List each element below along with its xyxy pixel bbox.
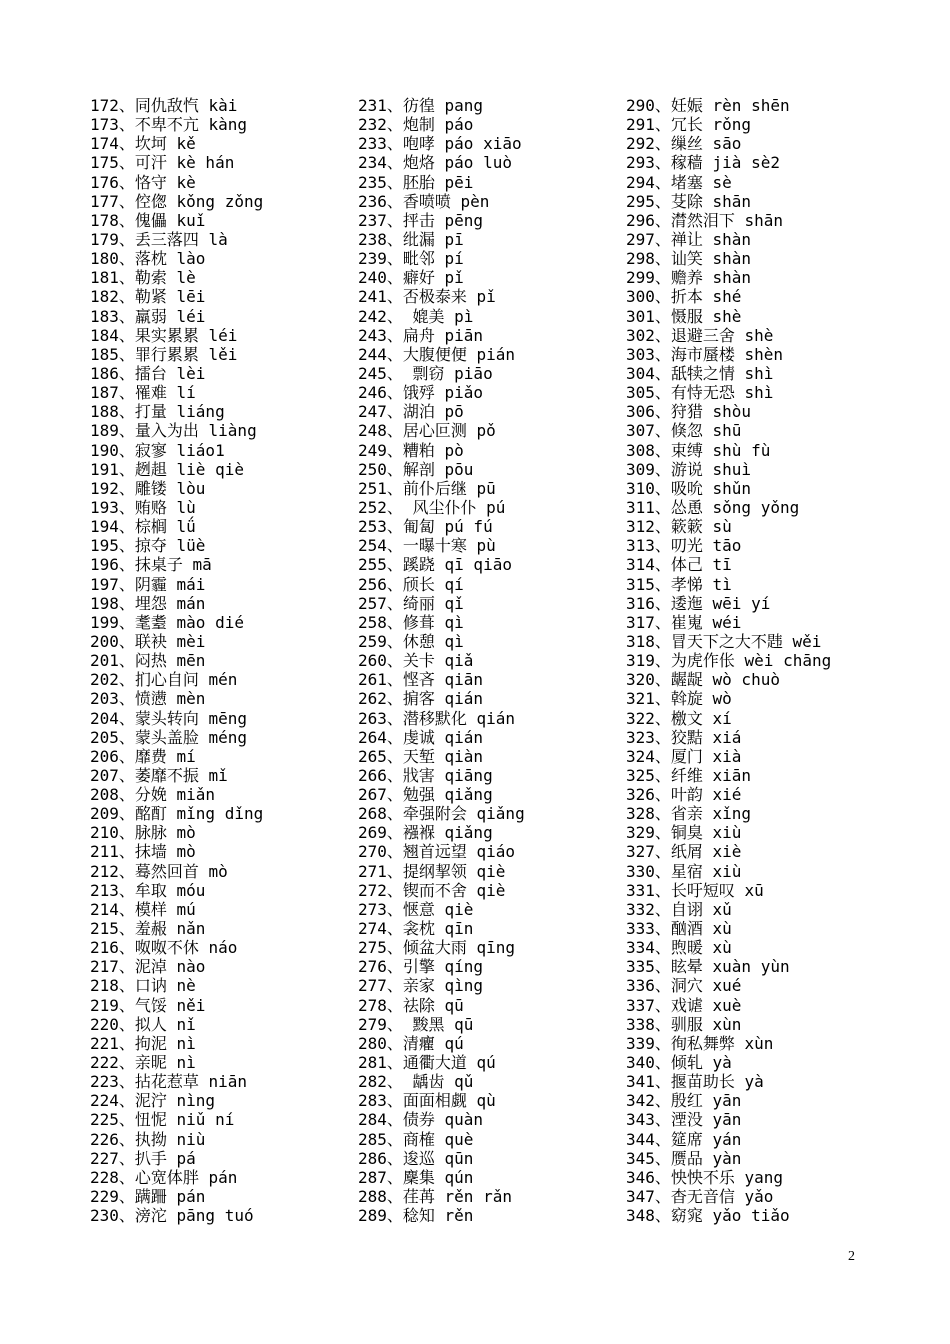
vocab-entry: 265、天堑 qiàn [358, 746, 484, 766]
vocab-entry: 202、扪心自问 mén [90, 670, 238, 690]
vocab-entry: 286、逡巡 qūn [358, 1148, 474, 1168]
vocab-entry: 209、酩酊 mǐng dǐng [90, 804, 264, 824]
vocab-entry: 193、贿赂 lù [90, 497, 196, 517]
vocab-entry: 285、商榷 què [358, 1129, 474, 1149]
vocab-entry: 303、海市蜃楼 shèn [626, 344, 784, 364]
vocab-entry: 258、修葺 qì [358, 612, 464, 632]
vocab-entry: 264、虔诚 qián [358, 727, 484, 747]
vocab-entry: 237、抨击 pēng [358, 210, 484, 230]
vocab-entry: 174、坎坷 kě [90, 134, 196, 154]
vocab-entry: 266、戕害 qiāng [358, 765, 493, 785]
vocab-entry: 270、翘首远望 qiáo [358, 842, 516, 862]
vocab-entry: 272、锲而不舍 qiè [358, 880, 506, 900]
vocab-entry: 299、赡养 shàn [626, 268, 752, 288]
vocab-entry: 210、脉脉 mò [90, 823, 196, 843]
vocab-entry: 261、悭吝 qiān [358, 670, 484, 690]
vocab-entry: 181、勒索 lè [90, 268, 196, 288]
vocab-entry: 246、饿殍 piǎo [358, 383, 484, 403]
vocab-entry: 319、为虎作伥 wèi chāng [626, 651, 832, 671]
vocab-entry: 313、叨光 tāo [626, 536, 742, 556]
vocab-entry: 185、罪行累累 lěi [90, 344, 238, 364]
vocab-entry: 196、抹桌子 mā [90, 555, 212, 575]
vocab-entry: 243、扁舟 piān [358, 325, 484, 345]
vocab-entry: 212、蓦然回首 mò [90, 861, 228, 881]
vocab-entry: 327、纸屑 xiè [626, 842, 742, 862]
vocab-entry: 263、潜移默化 qián [358, 708, 516, 728]
vocab-entry: 252、 风尘仆仆 pú [358, 497, 506, 517]
vocab-entry: 183、羸弱 léi [90, 306, 206, 326]
vocab-entry: 289、稔知 rěn [358, 1206, 474, 1226]
vocab-entry: 346、怏怏不乐 yang [626, 1167, 784, 1187]
vocab-entry: 343、湮没 yān [626, 1110, 742, 1130]
vocab-entry: 173、不卑不亢 kàng [90, 115, 248, 135]
vocab-entry: 241、否极泰来 pǐ [358, 287, 496, 307]
vocab-entry: 311、怂恿 sǒng yǒng [626, 497, 800, 517]
vocab-entry: 233、咆哮 páo xiāo [358, 134, 522, 154]
vocab-entry: 199、耄耋 mào dié [90, 612, 244, 632]
vocab-entry: 290、妊娠 rèn shēn [626, 96, 790, 115]
vocab-entry: 250、解剖 pōu [358, 459, 474, 479]
vocab-entry: 192、雕镂 lòu [90, 478, 206, 498]
vocab-entry: 249、糟粕 pò [358, 440, 464, 460]
vocab-entry: 345、赝品 yàn [626, 1148, 742, 1168]
vocab-entry: 271、提纲挈领 qiè [358, 861, 506, 881]
vocab-entry: 334、煦暖 xù [626, 938, 732, 958]
vocab-entry: 296、潸然泪下 shān [626, 210, 784, 230]
vocab-entry: 257、绮丽 qǐ [358, 593, 464, 613]
vocab-entry: 284、债券 quàn [358, 1110, 484, 1130]
vocab-entry: 251、前仆后继 pū [358, 478, 496, 498]
vocab-entry: 332、自诩 xǔ [626, 899, 732, 919]
vocab-entry: 219、气馁 něi [90, 995, 206, 1015]
vocab-entry: 328、省亲 xǐng [626, 804, 752, 824]
vocab-entry: 172、同仇敌忾 kài [90, 96, 238, 115]
vocab-entry: 222、亲昵 nì [90, 1053, 196, 1073]
vocab-entry: 194、棕榈 lǘ [90, 517, 196, 537]
vocab-entry: 298、讪笑 shàn [626, 249, 752, 269]
vocab-entry: 224、泥泞 nìng [90, 1091, 216, 1111]
vocab-entry: 297、禅让 shàn [626, 229, 752, 249]
vocab-entry: 197、阴霾 mái [90, 574, 206, 594]
vocab-entry: 240、癖好 pǐ [358, 268, 464, 288]
vocab-entry: 178、傀儡 kuǐ [90, 210, 206, 230]
vocab-entry: 215、羞赧 nǎn [90, 919, 206, 939]
vocab-entry: 180、落枕 lào [90, 249, 206, 269]
vocab-entry: 203、愤懑 mèn [90, 689, 206, 709]
vocab-entry: 309、游说 shuì [626, 459, 752, 479]
vocab-entry: 269、襁褓 qiǎng [358, 823, 493, 843]
vocab-entry: 300、折本 shé [626, 287, 742, 307]
vocab-entry: 318、冒天下之大不韪 wěi [626, 631, 822, 651]
vocab-entry: 316、逶迤 wēi yí [626, 593, 771, 613]
vocab-entry: 292、缫丝 sāo [626, 134, 742, 154]
vocab-entry: 324、厦门 xià [626, 746, 742, 766]
vocab-entry: 187、罹难 lí [90, 383, 196, 403]
vocab-entry: 256、颀长 qí [358, 574, 464, 594]
vocab-entry: 247、湖泊 pō [358, 402, 464, 422]
vocab-entry: 177、倥偬 kǒng zǒng [90, 191, 264, 211]
vocab-entry: 282、 龋齿 qǔ [358, 1072, 474, 1092]
vocab-entry: 288、荏苒 rěn rǎn [358, 1187, 512, 1207]
vocab-entry: 234、炮烙 páo luò [358, 153, 512, 173]
vocab-entry: 190、寂寥 liáo1 [90, 440, 225, 460]
vocab-entry: 214、模样 mú [90, 899, 196, 919]
vocab-entry: 260、关卡 qiǎ [358, 651, 474, 671]
vocab-entry: 213、牟取 móu [90, 880, 206, 900]
vocab-entry: 326、叶韵 xié [626, 785, 742, 805]
vocab-entry: 206、靡费 mí [90, 746, 196, 766]
vocab-entry: 262、掮客 qián [358, 689, 484, 709]
vocab-entry: 184、果实累累 léi [90, 325, 238, 345]
vocab-entry: 228、心宽体胖 pán [90, 1167, 238, 1187]
vocab-entry: 268、牵强附会 qiǎng [358, 804, 525, 824]
vocab-entry: 195、掠夺 lüè [90, 536, 206, 556]
vocab-entry: 273、惬意 qiè [358, 899, 474, 919]
vocab-entry: 301、慑服 shè [626, 306, 742, 326]
vocab-entry: 189、量入为出 liàng [90, 421, 257, 441]
vocab-entry: 216、呶呶不休 náo [90, 938, 238, 958]
vocab-entry: 333、酗酒 xù [626, 919, 732, 939]
vocab-entry: 348、窈窕 yǎo tiǎo [626, 1206, 790, 1226]
vocab-entry: 218、口讷 nè [90, 976, 196, 996]
vocab-entry: 302、退避三舍 shè [626, 325, 774, 345]
vocab-entry: 280、清癯 qú [358, 1033, 464, 1053]
vocab-entry: 304、舐犊之情 shì [626, 363, 774, 383]
vocab-entry: 239、毗邻 pí [358, 249, 464, 269]
vocab-entry: 308、束缚 shù fù [626, 440, 771, 460]
vocab-entry: 329、铜臭 xiù [626, 823, 742, 843]
vocab-entry: 339、徇私舞弊 xùn [626, 1033, 774, 1053]
vocab-entry: 186、擂台 lèi [90, 363, 206, 383]
vocab-entry: 227、扒手 pá [90, 1148, 196, 1168]
vocab-entry: 342、殷红 yān [626, 1091, 742, 1111]
vocab-column-2 [358, 96, 620, 1225]
vocab-entry: 191、趔趄 liè qiè [90, 459, 244, 479]
vocab-entry: 204、蒙头转向 mēng [90, 708, 248, 728]
vocab-entry: 335、眩晕 xuàn yùn [626, 957, 790, 977]
vocab-entry: 211、抹墙 mò [90, 842, 196, 862]
vocab-entry: 182、勒紧 lēi [90, 287, 206, 307]
vocab-entry: 340、倾轧 yà [626, 1053, 732, 1073]
vocab-entry: 244、大腹便便 pián [358, 344, 516, 364]
vocab-entry: 175、可汗 kè hán [90, 153, 235, 173]
vocab-entry: 310、吸吮 shǔn [626, 478, 752, 498]
vocab-column-3 [626, 96, 926, 1225]
vocab-entry: 341、揠苗助长 yà [626, 1072, 764, 1092]
vocab-entry: 325、纤维 xiān [626, 765, 752, 785]
vocab-entry: 179、丢三落四 là [90, 229, 228, 249]
vocab-entry: 200、联袂 mèi [90, 631, 206, 651]
vocab-entry: 321、斡旋 wò [626, 689, 732, 709]
vocab-entry: 336、洞穴 xué [626, 976, 742, 996]
vocab-entry: 198、埋怨 mán [90, 593, 206, 613]
vocab-entry: 231、彷徨 pang [358, 96, 484, 115]
vocab-entry: 220、拟人 nǐ [90, 1014, 196, 1034]
vocab-entry: 223、拈花惹草 niān [90, 1072, 248, 1092]
vocab-entry: 279、 黢黑 qū [358, 1014, 474, 1034]
vocab-entry: 320、龌龊 wò chuò [626, 670, 780, 690]
vocab-entry: 248、居心叵测 pǒ [358, 421, 496, 441]
vocab-entry: 281、通衢大道 qú [358, 1053, 496, 1073]
vocab-entry: 255、蹊跷 qī qiāo [358, 555, 512, 575]
vocab-entry: 294、堵塞 sè [626, 172, 732, 192]
vocab-entry: 176、恪守 kè [90, 172, 196, 192]
vocab-entry: 201、闷热 mēn [90, 651, 206, 671]
vocab-entry: 305、有恃无恐 shì [626, 383, 774, 403]
vocab-entry: 344、筵席 yán [626, 1129, 742, 1149]
vocab-entry: 217、泥淖 nào [90, 957, 206, 977]
vocab-entry: 267、勉强 qiǎng [358, 785, 493, 805]
vocab-entry: 208、分娩 miǎn [90, 785, 216, 805]
vocab-entry: 242、 媲美 pì [358, 306, 474, 326]
vocab-entry: 337、戏谑 xuè [626, 995, 742, 1015]
vocab-entry: 315、孝悌 tì [626, 574, 732, 594]
vocab-entry: 314、体己 tī [626, 555, 732, 575]
vocab-entry: 338、驯服 xùn [626, 1014, 742, 1034]
vocab-entry: 274、衾枕 qīn [358, 919, 474, 939]
vocab-entry: 275、倾盆大雨 qīng [358, 938, 516, 958]
vocab-entry: 295、芟除 shān [626, 191, 752, 211]
vocab-entry: 259、休憩 qì [358, 631, 464, 651]
vocab-entry: 347、杳无音信 yǎo [626, 1187, 774, 1207]
vocab-entry: 291、冗长 rǒng [626, 115, 752, 135]
vocab-entry: 276、引擎 qíng [358, 957, 484, 977]
vocab-entry: 236、香喷喷 pèn [358, 191, 490, 211]
vocab-entry: 238、纰漏 pī [358, 229, 464, 249]
vocab-entry: 245、 剽窃 piāo [358, 363, 493, 383]
vocab-entry: 230、滂沱 pāng tuó [90, 1206, 254, 1226]
vocab-column-1 [90, 96, 352, 1225]
vocab-entry: 253、匍匐 pú fú [358, 517, 493, 537]
vocab-entry: 307、倏忽 shū [626, 421, 742, 441]
vocab-entry: 278、祛除 qū [358, 995, 464, 1015]
vocab-entry: 293、稼穑 jià sè2 [626, 153, 780, 173]
vocab-entry: 229、蹒跚 pán [90, 1187, 206, 1207]
vocab-entry: 254、一曝十寒 pù [358, 536, 496, 556]
vocab-entry: 205、蒙头盖脸 méng [90, 727, 248, 747]
vocab-entry: 312、簌簌 sù [626, 517, 732, 537]
vocab-entry: 306、狩猎 shòu [626, 402, 752, 422]
page-number: 2 [848, 1249, 855, 1264]
vocab-entry: 323、狡黠 xiá [626, 727, 742, 747]
vocab-entry: 322、檄文 xí [626, 708, 732, 728]
vocab-entry: 188、打量 liáng [90, 402, 225, 422]
vocab-entry: 317、崔嵬 wéi [626, 612, 742, 632]
vocab-entry: 331、长吁短叹 xū [626, 880, 764, 900]
vocab-entry: 283、面面相觑 qù [358, 1091, 496, 1111]
vocab-entry: 225、忸怩 niǔ ní [90, 1110, 235, 1130]
vocab-entry: 277、亲家 qìng [358, 976, 484, 996]
vocab-entry: 235、胚胎 pēi [358, 172, 474, 192]
vocab-entry: 287、麇集 qún [358, 1167, 474, 1187]
vocab-entry: 330、星宿 xiù [626, 861, 742, 881]
vocab-entry: 226、执拗 niù [90, 1129, 206, 1149]
vocab-entry: 232、炮制 páo [358, 115, 474, 135]
vocab-entry: 221、拘泥 nì [90, 1033, 196, 1053]
vocab-entry: 207、萎靡不振 mǐ [90, 765, 228, 785]
